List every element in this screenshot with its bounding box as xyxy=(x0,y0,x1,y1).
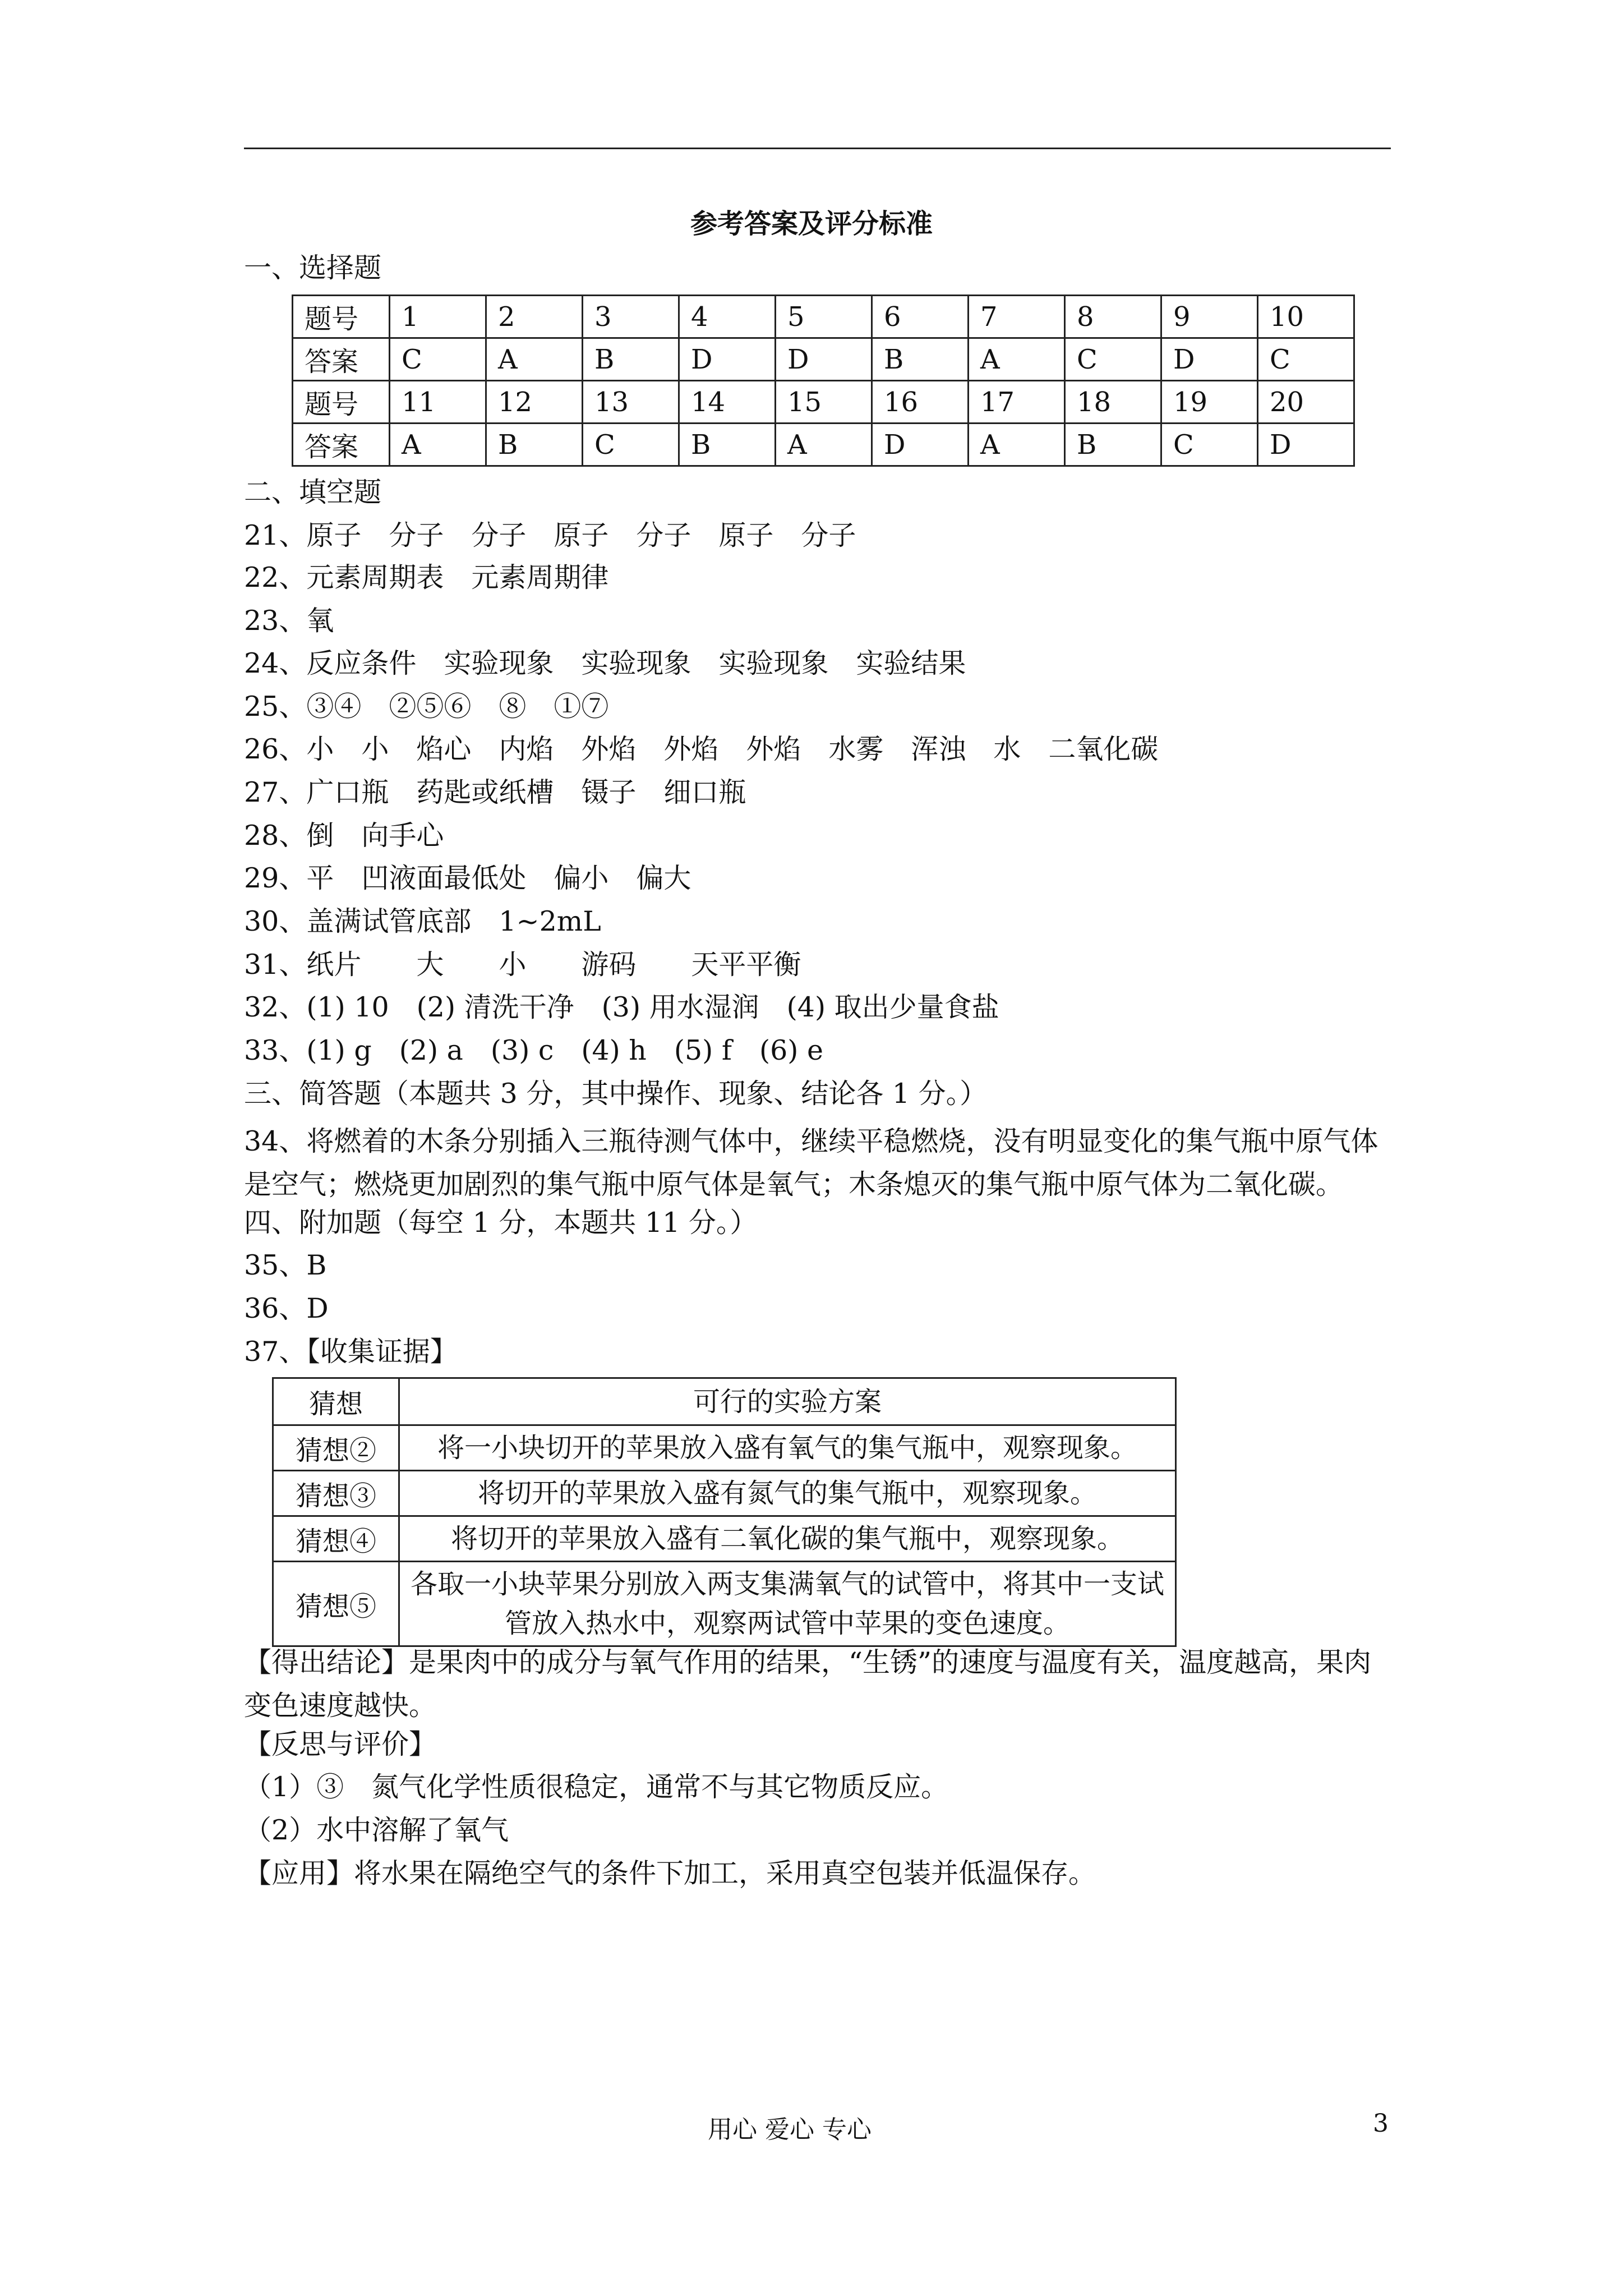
choice-table-cell: 11 xyxy=(390,381,486,424)
experiment-table-row xyxy=(273,1516,1176,1562)
experiment-header-plan: 可行的实验方案 xyxy=(399,1378,1176,1425)
choice-table-cell: D xyxy=(1258,424,1354,466)
fill-answer-28: 28、倒 向手心 xyxy=(244,820,444,852)
header-rule xyxy=(244,148,1391,149)
choice-table-cell: B xyxy=(583,338,679,381)
choice-table-cell: 3 xyxy=(583,296,679,338)
choice-table-cell: B xyxy=(872,338,969,381)
choice-table-cell: A xyxy=(486,338,583,381)
fill-answer-25: 25、③④ ②⑤⑥ ⑧ ①⑦ xyxy=(244,691,609,723)
fill-answer-27: 27、广口瓶 药匙或纸槽 镊子 细口瓶 xyxy=(244,776,746,808)
experiment-plan-cell: 将切开的苹果放入盛有二氧化碳的集气瓶中，观察现象。 xyxy=(399,1516,1176,1562)
experiment-guess-cell: 猜想⑤ xyxy=(273,1562,399,1646)
choice-table-row-label: 题号 xyxy=(293,296,390,338)
choice-table-cell: A xyxy=(776,424,872,466)
choice-table-cell: 16 xyxy=(872,381,969,424)
choice-table-cell: 18 xyxy=(1065,381,1161,424)
section-bonus-heading: 四、附加题（每空 1 分，本题共 11 分。） xyxy=(244,1207,758,1239)
experiment-table-row xyxy=(273,1425,1176,1471)
choice-table-cell: A xyxy=(969,424,1065,466)
experiment-table-row xyxy=(273,1471,1176,1516)
bonus-answer-37-heading: 37、【收集证据】 xyxy=(244,1336,458,1368)
choice-table-cell: 6 xyxy=(872,296,969,338)
choice-table-cell: D xyxy=(872,424,969,466)
fill-answer-30: 30、盖满试管底部 1~2mL xyxy=(244,905,601,937)
choice-answer-table xyxy=(292,295,1355,467)
choice-table-cell: D xyxy=(679,338,776,381)
choice-table-cell: 17 xyxy=(969,381,1065,424)
fill-answer-29: 29、平 凹液面最低处 偏小 偏大 xyxy=(244,862,691,894)
section-fill-heading: 二、填空题 xyxy=(244,476,382,508)
conclusion-text: 【得出结论】是果肉中的成分与氧气作用的结果，“生锈”的速度与温度有关，温度越高，果肉变色速度越快。 xyxy=(244,1646,1372,1722)
choice-table-cell: D xyxy=(1161,338,1258,381)
choice-table-cell: C xyxy=(583,424,679,466)
experiment-table-row xyxy=(273,1562,1176,1646)
choice-table-row-label: 题号 xyxy=(293,381,390,424)
choice-table-cell: 8 xyxy=(1065,296,1161,338)
experiment-guess-cell: 猜想③ xyxy=(273,1471,399,1516)
fill-answer-24: 24、反应条件 实验现象 实验现象 实验现象 实验结果 xyxy=(244,647,966,679)
choice-table-cell: C xyxy=(1161,424,1258,466)
fill-answer-26: 26、小 小 焰心 内焰 外焰 外焰 外焰 水雾 浑浊 水 二氧化碳 xyxy=(244,733,1159,765)
choice-table-cell: 9 xyxy=(1161,296,1258,338)
choice-table-cell: 5 xyxy=(776,296,872,338)
choice-table-row xyxy=(293,381,1354,424)
choice-table-row xyxy=(293,296,1354,338)
choice-table-row xyxy=(293,424,1354,466)
choice-table-row xyxy=(293,338,1354,381)
choice-table-cell: 13 xyxy=(583,381,679,424)
fill-answer-22: 22、元素周期表 元素周期律 xyxy=(244,562,609,593)
experiment-guess-cell: 猜想④ xyxy=(273,1516,399,1562)
fill-answer-32: 32、(1) 10 (2) 清洗干净 (3) 用水湿润 (4) 取出少量食盐 xyxy=(244,991,999,1023)
page-title: 参考答案及评分标准 xyxy=(690,208,933,240)
choice-table-cell: 4 xyxy=(679,296,776,338)
choice-table-row-label: 答案 xyxy=(293,424,390,466)
experiment-plan-cell: 各取一小块苹果分别放入两支集满氧气的试管中，将其中一支试管放入热水中，观察两试管中苹果的变色速度。 xyxy=(399,1562,1176,1646)
experiment-header-guess: 猜想 xyxy=(273,1378,399,1425)
choice-table-cell: 12 xyxy=(486,381,583,424)
choice-table-cell: 14 xyxy=(679,381,776,424)
footer-motto: 用心 爱心 专心 xyxy=(708,2115,872,2144)
choice-table-cell: C xyxy=(1258,338,1354,381)
fill-answer-31: 31、纸片 大 小 游码 天平平衡 xyxy=(244,949,801,981)
choice-table-cell: 15 xyxy=(776,381,872,424)
application-text: 【应用】将水果在隔绝空气的条件下加工，采用真空包装并低温保存。 xyxy=(244,1857,1096,1889)
experiment-plan-cell: 将切开的苹果放入盛有氮气的集气瓶中，观察现象。 xyxy=(399,1471,1176,1516)
choice-table-cell: C xyxy=(1065,338,1161,381)
bonus-answer-36: 36、D xyxy=(244,1292,329,1324)
choice-table-cell: 19 xyxy=(1161,381,1258,424)
choice-table-cell: D xyxy=(776,338,872,381)
choice-table-cell: B xyxy=(1065,424,1161,466)
choice-table-cell: 7 xyxy=(969,296,1065,338)
experiment-plan-cell: 将一小块切开的苹果放入盛有氧气的集气瓶中，观察现象。 xyxy=(399,1425,1176,1471)
experiment-table-header xyxy=(273,1378,1176,1425)
section-choice-heading: 一、选择题 xyxy=(244,252,382,284)
reflection-item-1: （1）③ 氮气化学性质很稳定，通常不与其它物质反应。 xyxy=(244,1771,949,1803)
fill-answer-21: 21、原子 分子 分子 原子 分子 原子 分子 xyxy=(244,519,856,551)
choice-table-cell: B xyxy=(679,424,776,466)
fill-answer-33: 33、(1) g (2) a (3) c (4) h (5) f (6) e xyxy=(244,1034,823,1066)
bonus-answer-35: 35、B xyxy=(244,1249,327,1281)
page-number: 3 xyxy=(1373,2109,1389,2138)
choice-table-cell: B xyxy=(486,424,583,466)
choice-table-cell: A xyxy=(969,338,1065,381)
fill-answer-23: 23、氧 xyxy=(244,605,334,637)
choice-table-cell: 20 xyxy=(1258,381,1354,424)
experiment-plan-table xyxy=(272,1377,1177,1647)
section-short-answer-heading: 三、简答题（本题共 3 分，其中操作、现象、结论各 1 分。） xyxy=(244,1078,988,1110)
experiment-guess-cell: 猜想② xyxy=(273,1425,399,1471)
choice-table-cell: C xyxy=(390,338,486,381)
reflection-item-2: （2）水中溶解了氧气 xyxy=(244,1814,509,1846)
choice-table-cell: 10 xyxy=(1258,296,1354,338)
choice-table-cell: 2 xyxy=(486,296,583,338)
choice-table-cell: A xyxy=(390,424,486,466)
short-answer-34: 34、将燃着的木条分别插入三瓶待测气体中，继续平稳燃烧，没有明显变化的集气瓶中原气体是空气；燃烧更加剧烈的集气瓶中原气体是氧气；木条熄灭的集气瓶中原气体为二氧化碳。 xyxy=(244,1125,1378,1200)
reflection-heading: 【反思与评价】 xyxy=(244,1728,437,1760)
choice-table-cell: 1 xyxy=(390,296,486,338)
choice-table-row-label: 答案 xyxy=(293,338,390,381)
